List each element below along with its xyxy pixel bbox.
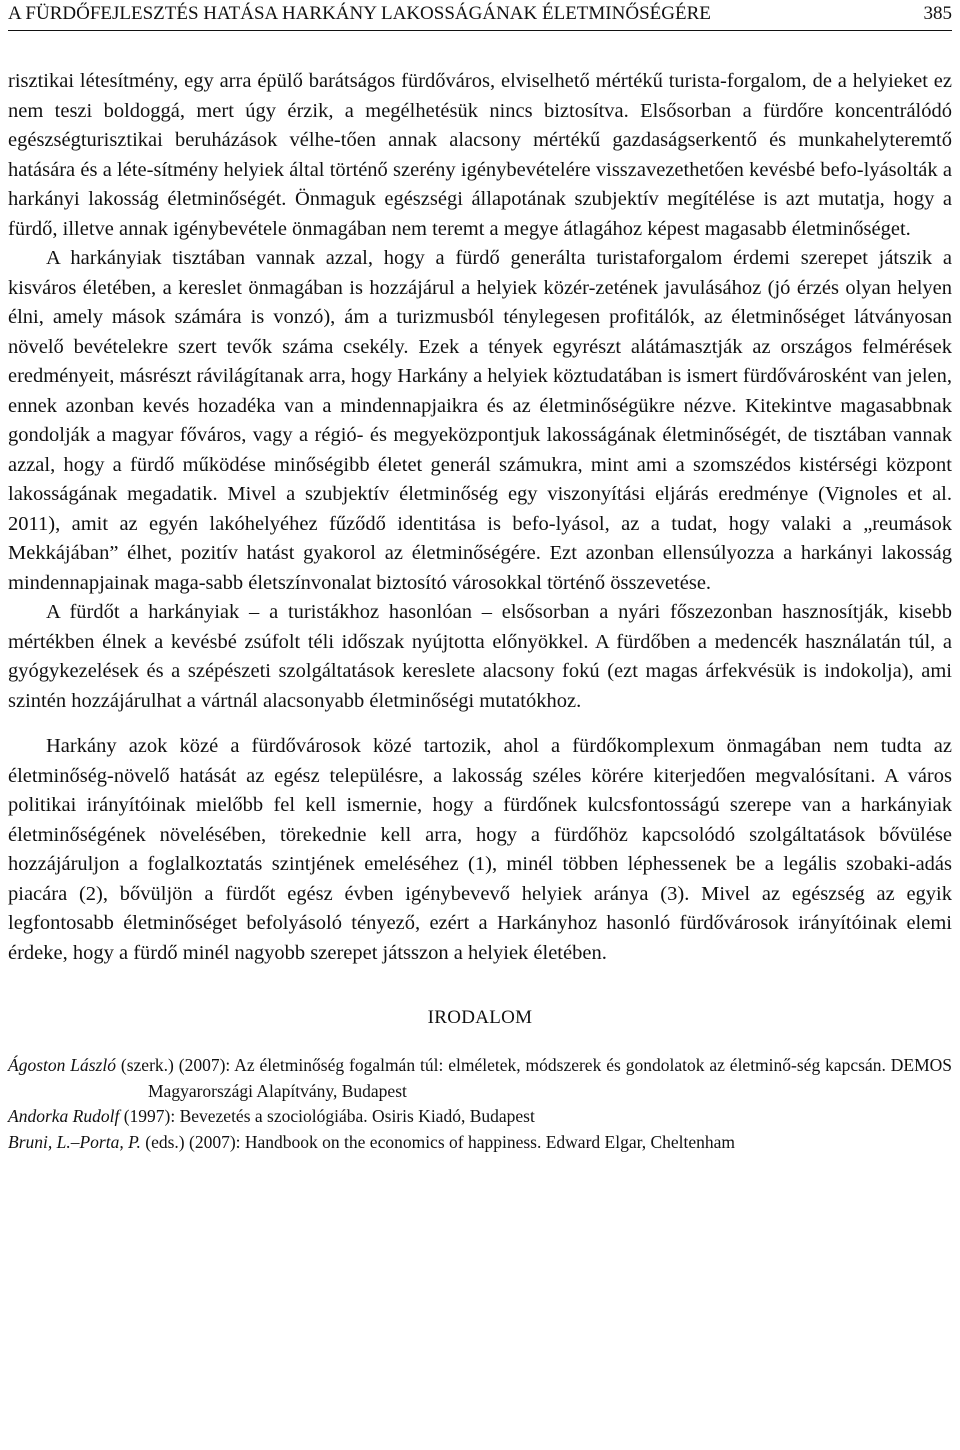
reference-text: (1997): Bevezetés a szociológiába. Osiris Kiadó, Budapest [119, 1106, 535, 1126]
paragraph-4: Harkány azok közé a fürdővárosok közé tartozik, ahol a fürdőkomplexum önmagában nem tudta az életminőség-növelő hatását az egész településre, a lakosság széles körére kiterjedően megvalósítani. A város politikai irányítóinak mielőbb fel kell ismernie, hogy a fürdőnek kulcsfontosságú szerepe van a harkányiak életminőségének növelésében, törekednie kell arra, hogy a fürdőhöz kapcsolódó szolgáltatások bővülése hozzájáruljon a foglalkoztatás szintjének emeléséhez (1), minél többen léphessenek be a legális szobaki-adás piacára (2), bővüljön a fürdőt egész évben igénybevevő helyiek aránya (3). Mivel az egészség az egyik legfontosabb életminőséget befolyásoló tényező, ezért a Harkányhoz hasonló fürdővárosok irányítóinak elemi érdeke, hogy a fürdő minél nagyobb szerepet játsszon a helyiek életében. [8, 735, 952, 964]
header-title: A FÜRDŐFEJLESZTÉS HATÁSA HARKÁNY LAKOSSÁGÁNAK ÉLETMINŐSÉGÉRE [8, 3, 711, 24]
paragraph-3: A fürdőt a harkányiak – a turistákhoz hasonlóan – elsősorban a nyári főszezonban hasznosítják, kisebb mértékben élnek a kevésbé zsúfolt téli időszak nyújtotta előnyökkel. A fürdőben a medencék használatán túl, a gyógykezelések és a szépészeti szolgáltatások kereslete alacsony fokú (ezt magas árfekvésük is indokolja), ami szintén hozzájárulhat a vártnál alacsonyabb életminőségi mutatókhoz. [8, 601, 952, 712]
page-number: 385 [923, 3, 952, 24]
reference-author: Ágoston László [8, 1055, 116, 1075]
references-heading: IRODALOM [427, 1007, 533, 1028]
reference-item [8, 1053, 952, 1104]
document-page [8, 0, 952, 1155]
reference-author: Bruni, L.–Porta, P. [8, 1131, 141, 1152]
paragraph-1: risztikai létesítmény, egy arra épülő barátságos fürdőváros, elviselhető mértékű turista-forgalom, de a helyieket ez nem teszi boldoggá, mert úgy érzik, a megélhetésük nincs biztosítva. Elsősorban a fürdőre koncentrálódó egészségturisztikai beruházások vélhe-tően annak alacsony mértékű gazdaságserkentő és munkahelyteremtő hatására és a léte-sítmény helyiek által történő szerény igénybevételére visszavezethetően kevésbé befo-lyásolták a harkányi lakosság életminőségét. Önmaguk egészségi állapotának szubjektív megítélése is azt mutatja, hogy a fürdő, illetve annak igénybevétele önmagában nem teremt a megye átlagához képest magasabb életminőséget. [8, 70, 952, 240]
paragraph-2: A harkányiak tisztában vannak azzal, hogy a fürdő generálta turistaforgalom érdemi szerepet játszik a kisváros életében, a kereslet önmagában is hozzájárul a helyiek közér-zetének javulásához (jó érzés olyan helyen élni, amely mások számára is vonzó), ám a turizmusból ténylegesen profitálók, az életminőséget látványosan növelő bevételekre szert tevők száma csekély. Ezek a tények egyrészt alátámasztják az országos felmérések eredményeit, másrészt rávilágítanak arra, hogy Harkány a helyiek köztudatában is ismert fürdővárosként van jelen, ennek azonban kevés hozadéka van a mindennapjaikra és az életminőségükre nézve. Kitekintve magasabbnak gondolják a magyar főváros, vagy a régió- és megyeközpontjuk lakosságának életminőségét, de tisztában vannak azzal, hogy a fürdő működése minőségibb életet generál számukra, mint ami a szomszédos kistérségi központ lakosságának megadatik. Mivel a szubjektív életminőség egy viszonyítási eljárás eredménye (Vignoles et al. 2011), amit az egyén lakóhelyéhez fűződő identitása is befo-lyásol, az a tudat, hogy valaki a „reumások Mekkájában” élhet, pozitív hatást gyakorol az életminőségére. Ezt azonban ellensúlyozza a harkányi lakosság mindennapjainak maga-sabb életszínvonalat biztosító városokkal történő összevetése. [8, 247, 952, 594]
reference-text: (szerk.) (2007): Az életminőség fogalmán túl: elméletek, módszerek és gondolatok az életminő-ség kapcsán. DEMOS Magyarországi Alapítvány, Budapest [115, 1055, 952, 1101]
running-header [8, 0, 952, 31]
reference-item [8, 1104, 952, 1130]
reference-author: Andorka Rudolf [8, 1106, 120, 1126]
reference-text: (eds.) (2007): Handbook on the economics of happiness. Edward Elgar, Cheltenham [140, 1131, 736, 1152]
references-list [8, 1053, 952, 1155]
reference-item [8, 1130, 952, 1156]
body-text [8, 67, 952, 968]
